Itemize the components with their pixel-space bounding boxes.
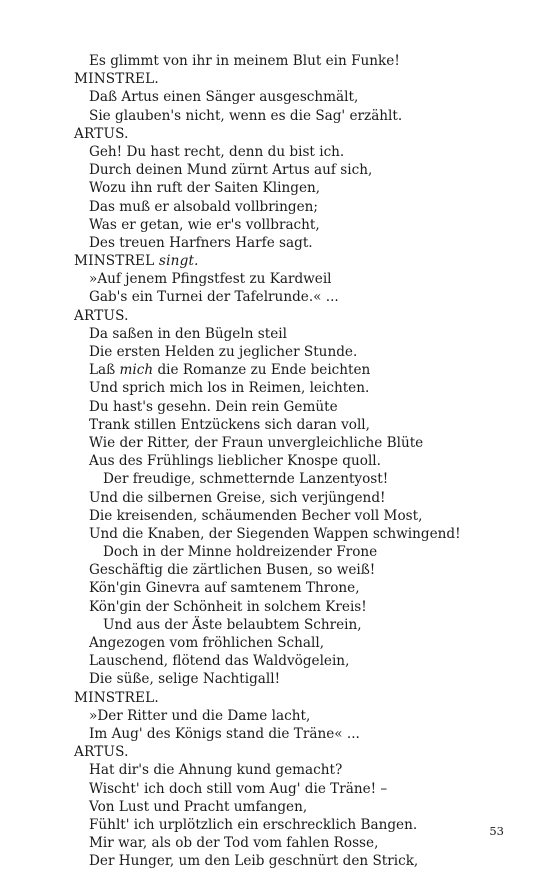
verse-line [74, 107, 534, 125]
page-number: 53 [489, 824, 504, 838]
verse-line [74, 543, 534, 561]
verse-line [74, 343, 534, 361]
verse-text: Angezogen vom fröhlichen Schall, [89, 635, 325, 651]
verse-text: Wischt' ich doch still vom Aug' die Träne! – [89, 780, 388, 797]
verse-text: Mir war, als ob der Tod vom fahlen Rosse, [89, 835, 379, 852]
verse-line [74, 452, 534, 470]
verse-text: Die ersten Helden zu jeglicher Stunde. [89, 344, 358, 360]
verse-line [74, 179, 534, 197]
verse-line [74, 198, 534, 216]
verse-text: Und die Knaben, der Siegenden Wappen schwingend! [89, 525, 461, 542]
speaker-name: MINSTREL. [74, 689, 159, 706]
verse-text: Da saßen in den Bügeln steil [89, 325, 287, 342]
speaker-label [74, 70, 534, 88]
verse-text: Geh! Du hast recht, denn du bist ich. [89, 143, 345, 160]
verse-line [74, 325, 534, 343]
verse-text: Was er getan, wie er's vollbracht, [89, 216, 320, 233]
speaker-label [74, 252, 534, 270]
play-text [74, 52, 534, 870]
verse-line [74, 579, 534, 597]
verse-text: Gab's ein Turnei der Tafelrunde.« ... [89, 289, 339, 306]
verse-line [74, 616, 534, 634]
verse-text: Fühlt' ich urplötzlich ein erschrecklich Bangen. [89, 816, 418, 833]
verse-text: Durch deinen Mund zürnt Artus auf sich, [89, 162, 373, 179]
verse-text: Wie der Ritter, der Fraun unvergleichliche Blüte [89, 434, 424, 451]
verse-line [74, 652, 534, 670]
verse-text: Daß Artus einen Sänger ausgeschmält, [89, 89, 359, 106]
verse-text: Kön'gin Ginevra auf samtenem Throne, [89, 580, 360, 597]
verse-text: Trank stillen Entzückens sich daran voll, [89, 416, 370, 433]
verse-line [74, 725, 534, 743]
verse-line [74, 707, 534, 725]
verse-line [74, 525, 534, 543]
verse-text: Das muß er alsobald vollbringen; [89, 198, 318, 215]
verse-text: Im Aug' des Königs stand die Träne« ... [89, 725, 360, 742]
verse-line [74, 598, 534, 616]
verse-line [74, 507, 534, 525]
speaker-name: ARTUS. [74, 125, 129, 142]
verse-text: Die süße, selige Nachtigall! [89, 671, 281, 688]
speaker-label [74, 689, 534, 707]
verse-line [74, 234, 534, 252]
verse-line [74, 398, 534, 416]
verse-text: Du hast's gesehn. Dein rein Gemüte [89, 398, 338, 415]
verse-text: Der freudige, schmetternde Lanzentyost! [103, 471, 389, 488]
speaker-label [74, 743, 534, 761]
verse-text: Die kreisenden, schäumenden Becher voll Most, [89, 507, 423, 524]
verse-line [74, 634, 534, 652]
verse-text: »Der Ritter und die Dame lacht, [89, 707, 311, 724]
verse-text: Der Hunger, um den Leib geschnürt den Strick, [89, 853, 419, 870]
verse-line [74, 216, 534, 234]
verse-text: Und sprich mich los in Reimen, leichten. [89, 380, 370, 397]
verse-line [74, 434, 534, 452]
verse-text: Sie glauben's nicht, wenn es die Sag' erzählt. [89, 107, 403, 124]
verse-text: Des treuen Harfners Harfe sagt. [89, 234, 313, 251]
verse-line [74, 416, 534, 434]
verse-text: Kön'gin der Schönheit in solchem Kreis! [89, 598, 367, 615]
verse-line [74, 470, 534, 488]
verse-text: Geschäftig die zärtlichen Busen, so weiß! [89, 562, 376, 579]
verse-text: Lauschend, flötend das Waldvögelein, [89, 653, 350, 670]
emphasis: mich [119, 362, 154, 379]
verse-line [74, 361, 534, 379]
stage-direction: singt. [158, 253, 199, 270]
verse-line [74, 489, 534, 507]
verse-text: Doch in der Minne holdreizender Frone [103, 544, 378, 561]
verse-text: Und die silbernen Greise, sich verjüngend! [89, 489, 386, 506]
speaker-label [74, 125, 534, 143]
verse-line [74, 143, 534, 161]
verse-line [74, 852, 534, 870]
verse-line [74, 288, 534, 306]
verse-line [74, 834, 534, 852]
speaker-name: ARTUS. [74, 744, 129, 761]
verse-text: Laß [89, 362, 120, 379]
verse-line [74, 816, 534, 834]
speaker-name: ARTUS. [74, 307, 129, 324]
verse-line [74, 52, 534, 70]
verse-text: Und aus der Äste belaubtem Schrein, [103, 616, 362, 633]
speaker-label [74, 307, 534, 325]
verse-line [74, 88, 534, 106]
verse-text: Aus des Frühlings lieblicher Knospe quoll. [89, 453, 381, 470]
speaker-name: MINSTREL [74, 253, 155, 270]
speaker-name: MINSTREL. [74, 71, 159, 88]
verse-text: die Romanze zu Ende beichten [153, 362, 371, 379]
verse-line [74, 798, 534, 816]
verse-text: Hat dir's die Ahnung kund gemacht? [89, 762, 343, 779]
verse-line [74, 761, 534, 779]
verse-line [74, 379, 534, 397]
verse-line [74, 561, 534, 579]
verse-text: Von Lust und Pracht umfangen, [89, 798, 308, 815]
verse-line [74, 161, 534, 179]
verse-line [74, 780, 534, 798]
verse-text: Es glimmt von ihr in meinem Blut ein Funke! [89, 53, 400, 69]
verse-line [74, 270, 534, 288]
verse-text: Wozu ihn ruft der Saiten Klingen, [89, 180, 321, 197]
verse-text: »Auf jenem Pfingstfest zu Kardweil [89, 271, 332, 288]
verse-line [74, 670, 534, 688]
